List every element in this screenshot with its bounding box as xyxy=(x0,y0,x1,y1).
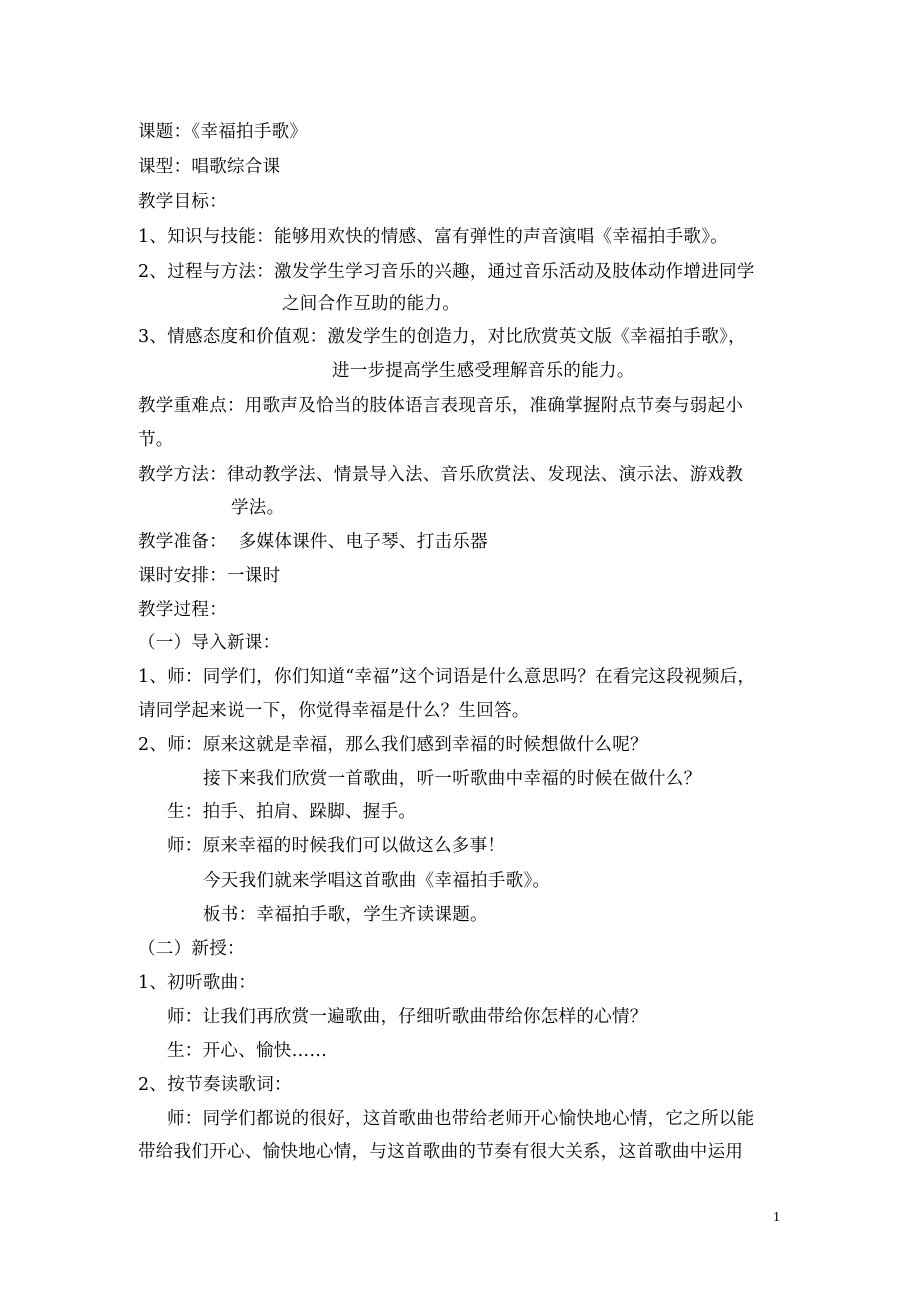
teaching-preparation: 教学准备： 多媒体课件、电子琴、打击乐器 xyxy=(138,532,488,552)
teaching-methods: 教学方法：律动教学法、情景导入法、音乐欣赏法、发现法、演示法、游戏教 xyxy=(138,465,744,485)
section-2-heading: （二）新授： xyxy=(138,939,245,959)
page-number: 1 xyxy=(773,1210,780,1225)
objective-3-cont: 进一步提高学生感受理解音乐的能力。 xyxy=(332,361,635,381)
key-points-cont: 节。 xyxy=(138,430,174,450)
objective-1: 1、知识与技能：能够用欢快的情感、富有弹性的声音演唱《幸福拍手歌》。 xyxy=(138,227,729,247)
objective-2: 2、过程与方法：激发学生学习音乐的兴趣，通过音乐活动及肢体动作增进同学 xyxy=(138,262,755,282)
objective-2-cont: 之间合作互助的能力。 xyxy=(282,294,460,314)
key-points: 教学重难点：用歌声及恰当的肢体语言表现音乐，准确掌握附点节奏与弱起小 xyxy=(138,396,744,416)
objectives-heading: 教学目标： xyxy=(138,192,227,212)
blackboard-note: 板书：幸福拍手歌，学生齐读课题。 xyxy=(203,905,488,925)
teaching-methods-cont: 学法。 xyxy=(231,498,285,518)
class-hours: 课时安排：一课时 xyxy=(138,566,281,586)
process-heading: 教学过程： xyxy=(138,600,227,620)
objective-3: 3、情感态度和价值观：激发学生的创造力，对比欣赏英文版《幸福拍手歌》， xyxy=(138,327,746,347)
student-reply-2: 生：开心、愉快…… xyxy=(167,1041,328,1061)
sub-step-2: 2、按节奏读歌词： xyxy=(138,1075,292,1095)
sub-step-1: 1、初听歌曲： xyxy=(138,973,257,993)
section-1-heading: （一）导入新课： xyxy=(138,633,281,653)
step-1-cont: 请同学起来说一下，你觉得幸福是什么？生回答。 xyxy=(138,701,530,721)
step-2: 2、师：原来这就是幸福，那么我们感到幸福的时候想做什么呢？ xyxy=(138,735,648,755)
student-reply-1: 生：拍手、拍肩、跺脚、握手。 xyxy=(167,802,417,822)
teacher-explanation: 师：同学们都说的很好，这首歌曲也带给老师开心愉快地心情，它之所以能 xyxy=(167,1109,755,1129)
teacher-remark-1-cont: 今天我们就来学唱这首歌曲《幸福拍手歌》。 xyxy=(203,871,551,891)
step-2-cont: 接下来我们欣赏一首歌曲，听一听歌曲中幸福的时候在做什么？ xyxy=(203,769,702,789)
teacher-explanation-cont: 带给我们开心、愉快地心情，与这首歌曲的节奏有很大关系，这首歌曲中运用 xyxy=(138,1142,744,1162)
teacher-prompt-2: 师：让我们再欣赏一遍歌曲，仔细听歌曲带给你怎样的心情？ xyxy=(167,1007,648,1027)
step-1: 1、师：同学们，你们知道“幸福”这个词语是什么意思吗？在看完这段视频后， xyxy=(138,667,756,687)
lesson-type: 课型：唱歌综合课 xyxy=(138,157,281,177)
lesson-title: 课题：《幸福拍手歌》 xyxy=(138,122,308,142)
teacher-remark-1: 师：原来幸福的时候我们可以做这么多事！ xyxy=(167,836,506,856)
